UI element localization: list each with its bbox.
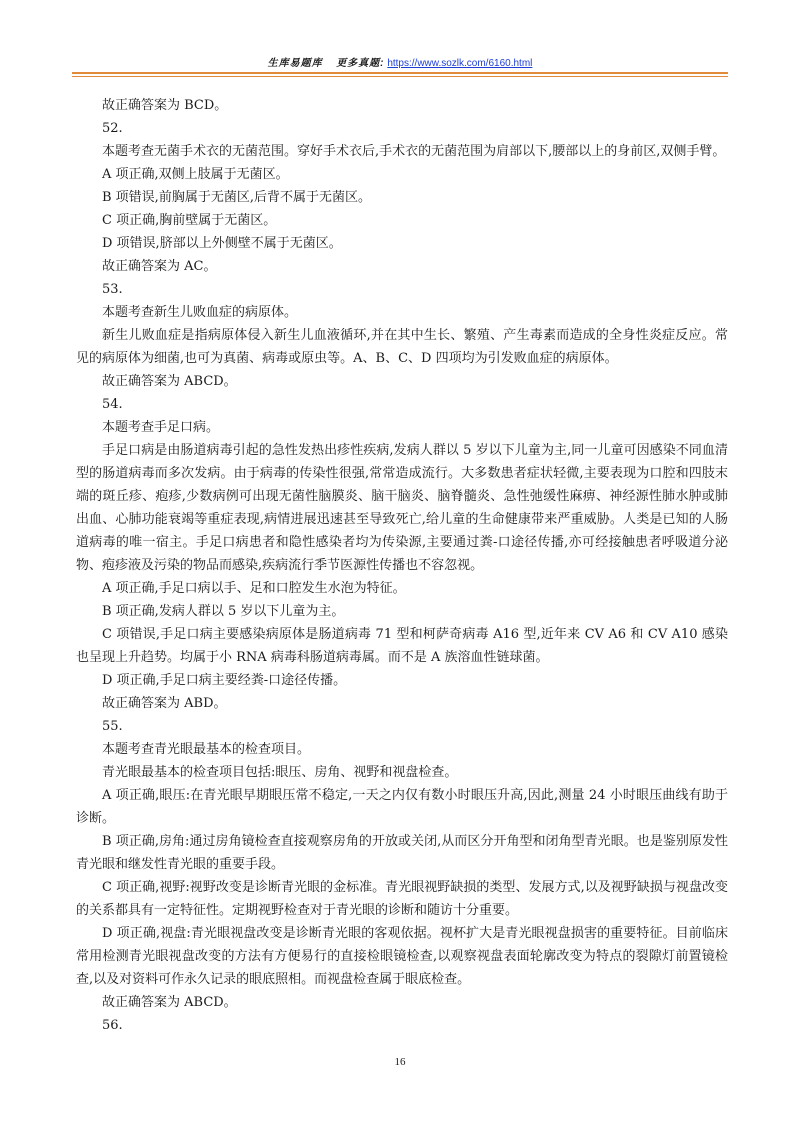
document-body — [76, 94, 728, 1037]
paragraph: 新生儿败血症是指病原体侵入新生儿血液循环,并在其中生长、繁殖、产生毒素而造成的全身性炎症反应。常见的病原体为细菌,也可为真菌、病毒或原虫等。A、B、C、D 四项均为引发败血症的病原体。 — [76, 328, 728, 366]
paragraph: 故正确答案为 ABCD。 — [102, 995, 237, 1010]
header-source-label: 更多真题: — [336, 58, 385, 69]
question-number: 53. — [102, 282, 123, 297]
paragraph: A 项正确,双侧上肢属于无菌区。 — [102, 167, 289, 182]
paragraph: D 项正确,视盘:青光眼视盘改变是诊断青光眼的客观依据。视杯扩大是青光眼视盘损害的重要特征。目前临床常用检测青光眼视盘改变的方法有方便易行的直接检眼镜检查,以观察视盘表面轮廓改变为特点的裂隙灯前置镜检查,以及对资料可作永久记录的眼底照相。而视盘检查属于眼底检查。 — [76, 926, 728, 987]
paragraph: A 项正确,眼压:在青光眼早期眼压常不稳定,一天之内仅有数小时眼压升高,因此,测量 24 小时眼压曲线有助于诊断。 — [76, 788, 728, 826]
paragraph: B 项正确,房角:通过房角镜检查直接观察房角的开放或关闭,从而区分开角型和闭角型青光眼。也是鉴别原发性青光眼和继发性青光眼的重要手段。 — [76, 834, 728, 872]
header-rule-thin — [72, 76, 728, 77]
question-number: 52. — [102, 121, 123, 136]
paragraph: 本题考查新生儿败血症的病原体。 — [102, 305, 298, 320]
paragraph: C 项正确,视野:视野改变是诊断青光眼的金标准。青光眼视野缺损的类型、发展方式,以及视野缺损与视盘改变的关系都具有一定特征性。定期视野检查对于青光眼的诊断和随访十分重要。 — [76, 880, 728, 918]
paragraph: 故正确答案为 ABCD。 — [102, 374, 237, 389]
paragraph: 本题考查青光眼最基本的检查项目。 — [102, 742, 311, 757]
paragraph: A 项正确,手足口病以手、足和口腔发生水泡为特征。 — [102, 581, 406, 596]
question-number: 56. — [102, 1018, 123, 1033]
paragraph: 手足口病是由肠道病毒引起的急性发热出疹性疾病,发病人群以 5 岁以下儿童为主,同一儿童可因感染不同血清型的肠道病毒而多次发病。由于病毒的传染性很强,常常造成流行。大多数患者症状轻微,主要表现为口腔和四肢末端的斑丘疹、疱疹,少数病例可出现无菌性脑膜炎、脑干脑炎、脑脊髓炎、急性弛缓性麻痹、神经源性肺水肿或肺出血、心肺功能衰竭等重症表现,病情进展迅速甚至导致死亡,给儿童的生命健康带来严重威胁。人类是已知的人肠道病毒的唯一宿主。手足口病患者和隐性感染者均为传染源,主要通过粪-口途径传播,亦可经接触患者呼吸道分泌物、疱疹液及污染的物品而感染,疾病流行季节医源性传播也不容忽视。 — [76, 443, 728, 573]
page-header — [0, 54, 800, 69]
paragraph: 故正确答案为 BCD。 — [102, 98, 228, 113]
paragraph: C 项错误,手足口病主要感染病原体是肠道病毒 71 型和柯萨奇病毒 A16 型,近年来 CV A6 和 CV A10 感染也呈现上升趋势。均属于小 RNA 病毒科肠道病毒属。而不是 A 族溶血性链球菌。 — [76, 627, 728, 665]
paragraph: D 项正确,手足口病主要经粪-口途径传播。 — [102, 673, 347, 688]
header-url-link[interactable]: https://www.sozlk.com/6160.html — [387, 58, 533, 69]
paragraph: 本题考查手足口病。 — [102, 420, 220, 435]
paragraph: B 项正确,发病人群以 5 岁以下儿童为主。 — [102, 604, 345, 619]
paragraph: D 项错误,脐部以上外侧壁不属于无菌区。 — [102, 236, 342, 251]
header-rule — [72, 72, 728, 74]
paragraph: 本题考查无菌手术衣的无菌范围。穿好手术衣后,手术衣的无菌范围为肩部以下,腰部以上的身前区,双侧手臂。 — [102, 144, 726, 159]
question-number: 55. — [102, 719, 123, 734]
paragraph: B 项错误,前胸属于无菌区,后背不属于无菌区。 — [102, 190, 371, 205]
paragraph: 青光眼最基本的检查项目包括:眼压、房角、视野和视盘检查。 — [102, 765, 458, 780]
page-number: 16 — [394, 1056, 406, 1068]
paragraph: C 项正确,胸前壁属于无菌区。 — [102, 213, 277, 228]
header-library-name: 生库易题库 — [267, 58, 323, 69]
paragraph: 故正确答案为 AC。 — [102, 259, 217, 274]
paragraph: 故正确答案为 ABD。 — [102, 696, 227, 711]
question-number: 54. — [102, 397, 123, 412]
